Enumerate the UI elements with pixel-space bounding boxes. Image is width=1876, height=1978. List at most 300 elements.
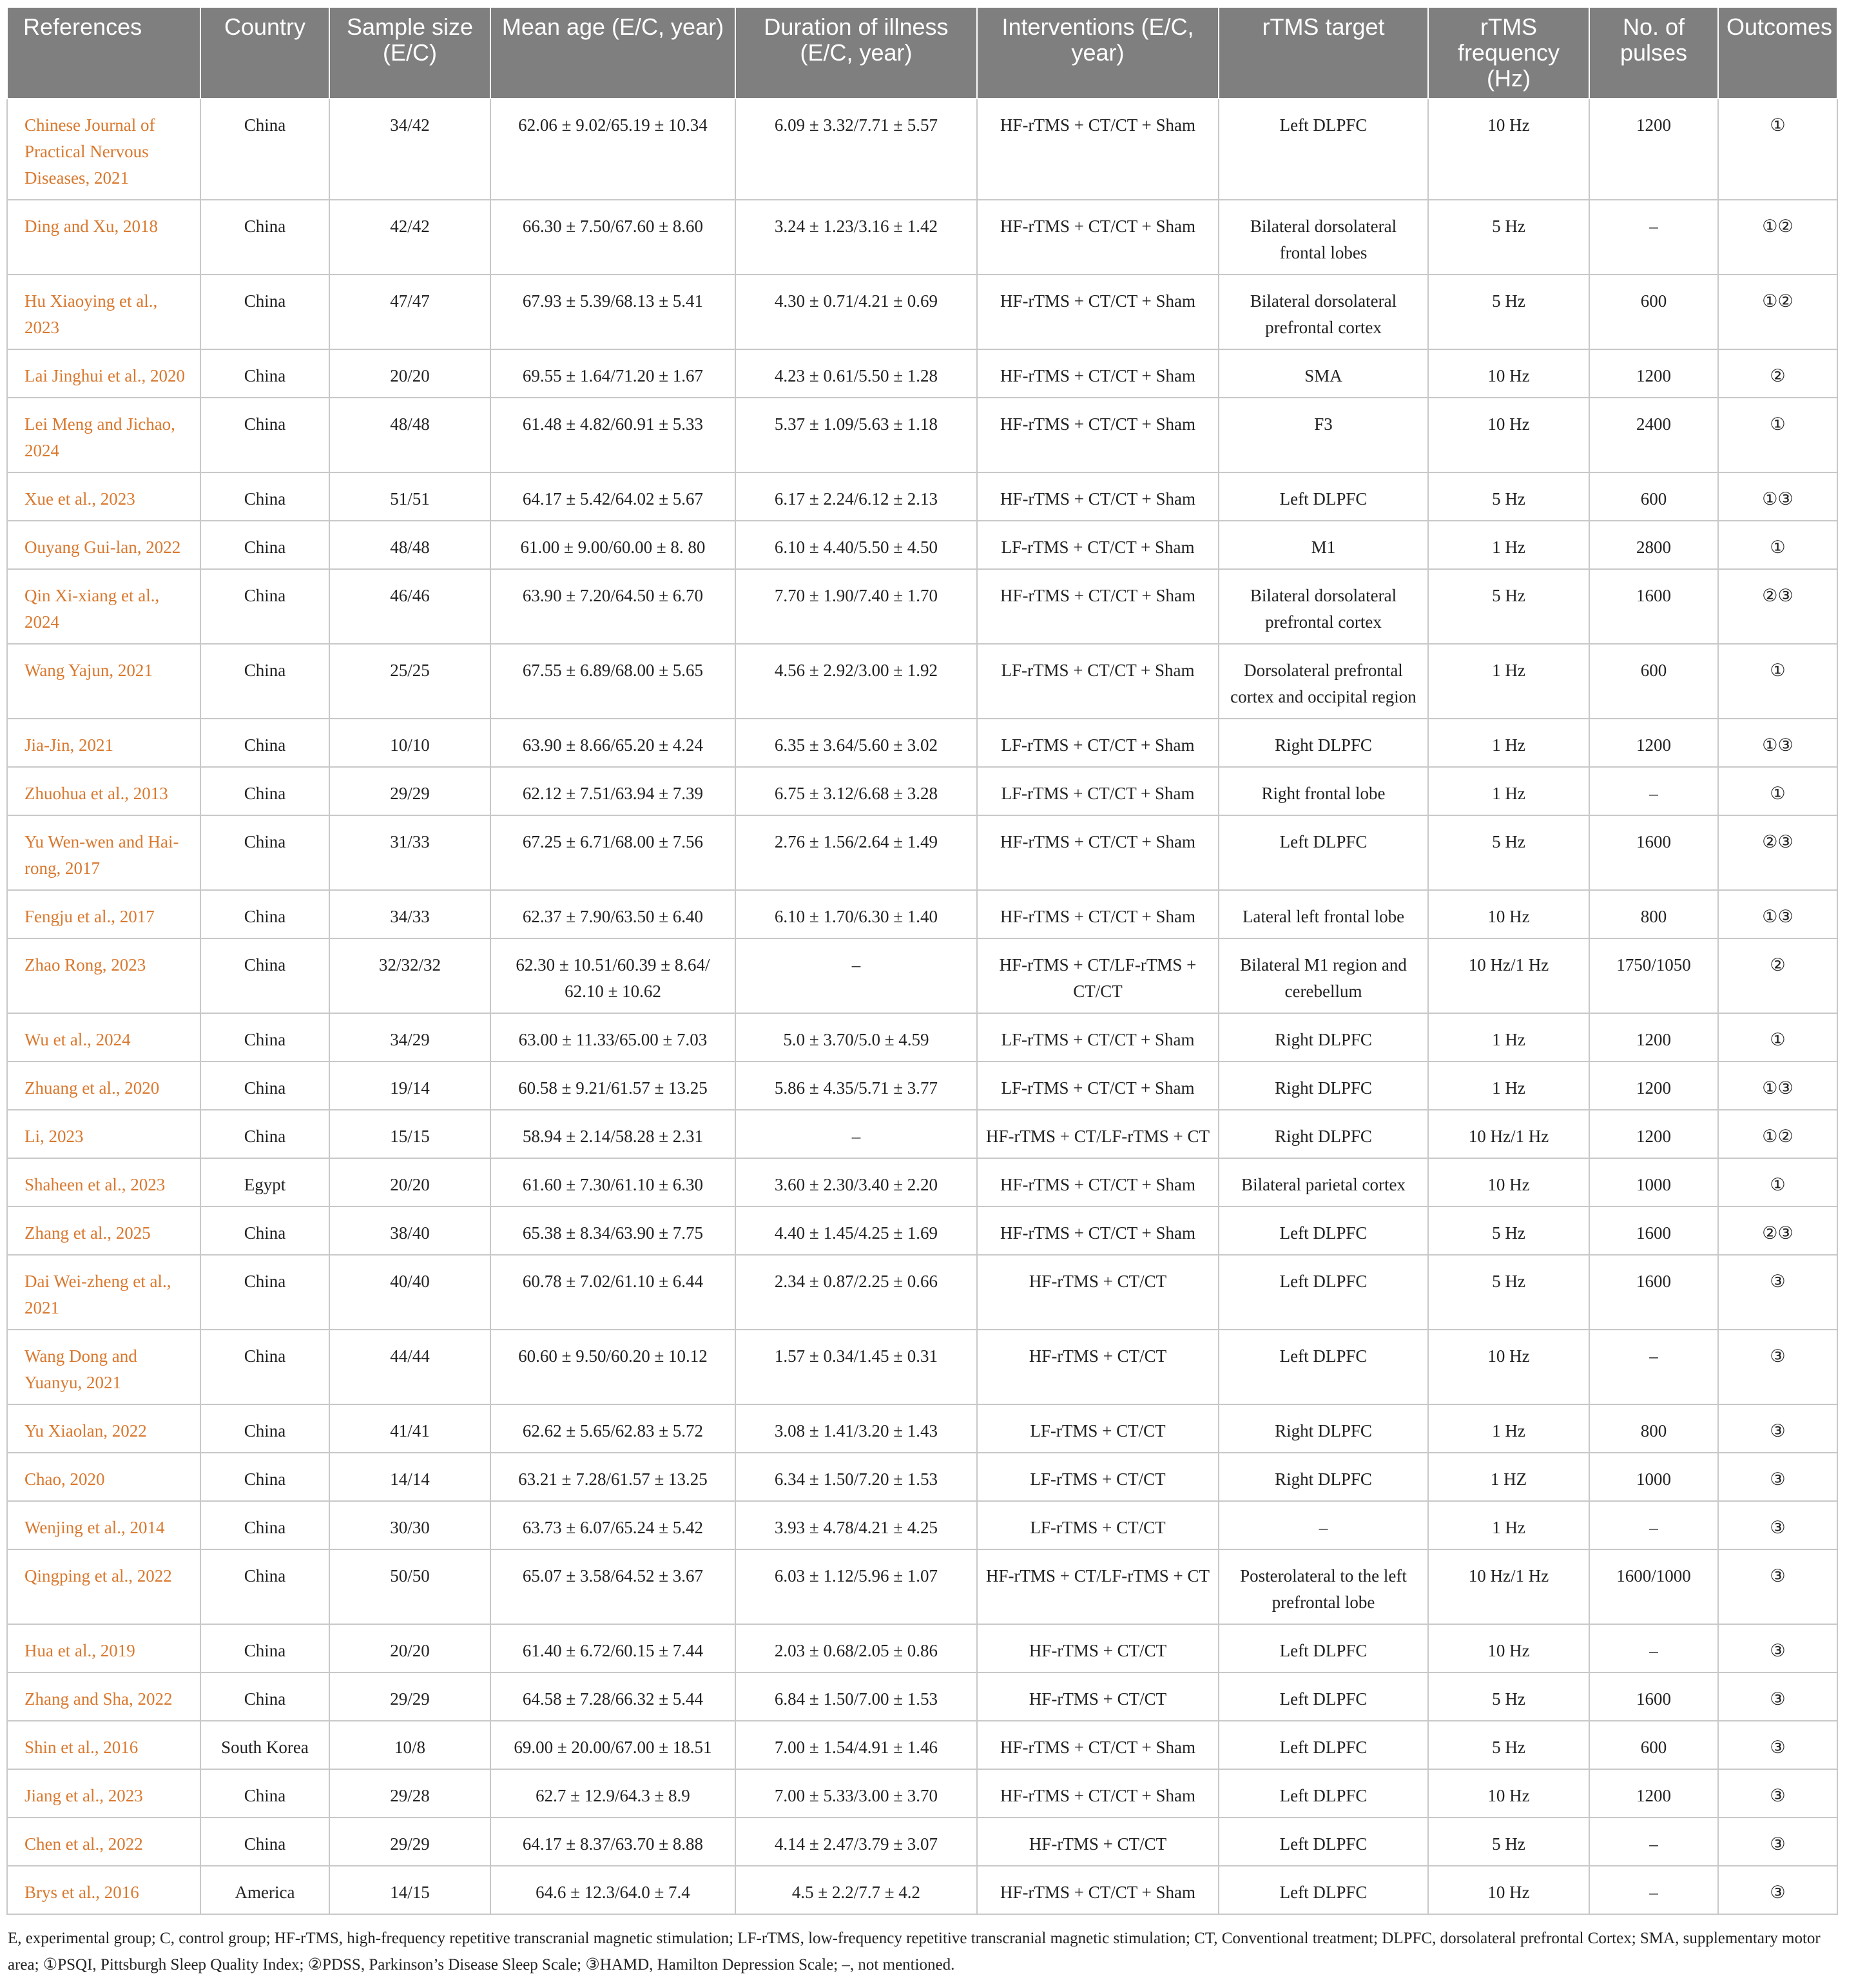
table-cell: 5.86 ± 4.35/5.71 ± 3.77 <box>735 1062 977 1110</box>
table-cell: China <box>200 938 329 1013</box>
table-cell: China <box>200 521 329 569</box>
table-cell: China <box>200 767 329 815</box>
table-cell: Left DLPFC <box>1219 1255 1428 1330</box>
table-cell: 63.73 ± 6.07/65.24 ± 5.42 <box>490 1501 735 1549</box>
reference-link[interactable]: Lai Jinghui et al., 2020 <box>7 349 200 398</box>
document <box>6 6 1837 1978</box>
reference-link[interactable]: Zhang and Sha, 2022 <box>7 1673 200 1721</box>
table-cell: 61.60 ± 7.30/61.10 ± 6.30 <box>490 1158 735 1207</box>
table-cell: 6.10 ± 1.70/6.30 ± 1.40 <box>735 890 977 938</box>
table-cell: ① <box>1718 521 1837 569</box>
table-cell: 800 <box>1589 1404 1718 1453</box>
table-cell: ③ <box>1718 1404 1837 1453</box>
table-cell: China <box>200 1624 329 1673</box>
table-cell: 67.93 ± 5.39/68.13 ± 5.41 <box>490 275 735 349</box>
table-cell: – <box>1589 1866 1718 1914</box>
table-cell: 2.03 ± 0.68/2.05 ± 0.86 <box>735 1624 977 1673</box>
table-cell: 6.09 ± 3.32/7.71 ± 5.57 <box>735 99 977 200</box>
table-cell: Dorsolateral prefrontal cortex and occipital region <box>1219 644 1428 719</box>
col-header: Interventions (E/C, year) <box>977 7 1219 99</box>
col-header: rTMS target <box>1219 7 1428 99</box>
table-cell: 1 Hz <box>1428 644 1589 719</box>
table-row <box>7 1330 1837 1404</box>
table-cell: 1600 <box>1589 1673 1718 1721</box>
reference-link[interactable]: Zhuang et al., 2020 <box>7 1062 200 1110</box>
table-row <box>7 644 1837 719</box>
table-cell: 10 Hz <box>1428 890 1589 938</box>
table-cell: Lateral left frontal lobe <box>1219 890 1428 938</box>
table-cell: HF-rTMS + CT/CT + Sham <box>977 1158 1219 1207</box>
reference-link[interactable]: Shin et al., 2016 <box>7 1721 200 1769</box>
reference-link[interactable]: Wang Yajun, 2021 <box>7 644 200 719</box>
table-cell: China <box>200 275 329 349</box>
col-header: Sample size (E/C) <box>329 7 490 99</box>
reference-link[interactable]: Chinese Journal of Practical Nervous Diseases, 2021 <box>7 99 200 200</box>
table-cell: 62.7 ± 12.9/64.3 ± 8.9 <box>490 1769 735 1818</box>
table-row <box>7 99 1837 200</box>
table-cell: HF-rTMS + CT/CT + Sham <box>977 569 1219 644</box>
table-body <box>7 99 1837 1914</box>
reference-link[interactable]: Zhuohua et al., 2013 <box>7 767 200 815</box>
table-cell: 47/47 <box>329 275 490 349</box>
table-cell: Bilateral dorsolateral frontal lobes <box>1219 200 1428 275</box>
table-cell: China <box>200 1404 329 1453</box>
table-cell: 10 Hz/1 Hz <box>1428 1549 1589 1624</box>
table-cell: ①③ <box>1718 719 1837 767</box>
table-cell: ①② <box>1718 200 1837 275</box>
table-cell: Right DLPFC <box>1219 1013 1428 1062</box>
table-cell: 10 Hz <box>1428 349 1589 398</box>
table-cell: 64.17 ± 8.37/63.70 ± 8.88 <box>490 1818 735 1866</box>
table-cell: Bilateral M1 region and cerebellum <box>1219 938 1428 1013</box>
table-cell: 7.00 ± 5.33/3.00 ± 3.70 <box>735 1769 977 1818</box>
table-cell: HF-rTMS + CT/CT + Sham <box>977 99 1219 200</box>
table-cell: 46/46 <box>329 569 490 644</box>
table-cell: 1 Hz <box>1428 521 1589 569</box>
table-cell: 1600 <box>1589 1207 1718 1255</box>
table-row <box>7 1158 1837 1207</box>
table-cell: 600 <box>1589 472 1718 521</box>
table-cell: 4.14 ± 2.47/3.79 ± 3.07 <box>735 1818 977 1866</box>
table-cell: 62.30 ± 10.51/60.39 ± 8.64/ 62.10 ± 10.62 <box>490 938 735 1013</box>
table-cell: 10 Hz <box>1428 1158 1589 1207</box>
reference-link[interactable]: Zhang et al., 2025 <box>7 1207 200 1255</box>
table-cell: 10 Hz <box>1428 1866 1589 1914</box>
table-cell: China <box>200 200 329 275</box>
table-cell: 1200 <box>1589 1110 1718 1158</box>
table-cell: 10 Hz <box>1428 1330 1589 1404</box>
table-cell: 10 Hz <box>1428 1769 1589 1818</box>
table-row <box>7 1013 1837 1062</box>
table-cell: 69.00 ± 20.00/67.00 ± 18.51 <box>490 1721 735 1769</box>
col-header: No. of pulses <box>1589 7 1718 99</box>
table-cell: China <box>200 1110 329 1158</box>
table-cell: Posterolateral to the left prefrontal lobe <box>1219 1549 1428 1624</box>
table-cell: China <box>200 1207 329 1255</box>
reference-link[interactable]: Wang Dong and Yuanyu, 2021 <box>7 1330 200 1404</box>
table-cell: 1000 <box>1589 1453 1718 1501</box>
table-cell: HF-rTMS + CT/LF-rTMS + CT <box>977 1549 1219 1624</box>
table-cell: Left DLPFC <box>1219 1207 1428 1255</box>
table-cell: 61.48 ± 4.82/60.91 ± 5.33 <box>490 398 735 472</box>
table-cell: – <box>1589 1330 1718 1404</box>
table-cell: 48/48 <box>329 521 490 569</box>
table-cell: 20/20 <box>329 349 490 398</box>
table-cell: 58.94 ± 2.14/58.28 ± 2.31 <box>490 1110 735 1158</box>
table-cell: 5 Hz <box>1428 1207 1589 1255</box>
table-cell: 6.35 ± 3.64/5.60 ± 3.02 <box>735 719 977 767</box>
table-cell: ③ <box>1718 1818 1837 1866</box>
table-row <box>7 1207 1837 1255</box>
table-cell: LF-rTMS + CT/CT <box>977 1501 1219 1549</box>
table-cell: 64.58 ± 7.28/66.32 ± 5.44 <box>490 1673 735 1721</box>
table-cell: – <box>735 938 977 1013</box>
reference-link[interactable]: Shaheen et al., 2023 <box>7 1158 200 1207</box>
table-cell: LF-rTMS + CT/CT <box>977 1404 1219 1453</box>
table-cell: China <box>200 644 329 719</box>
table-cell: 1200 <box>1589 99 1718 200</box>
table-cell: Right DLPFC <box>1219 719 1428 767</box>
table-cell: HF-rTMS + CT/CT + Sham <box>977 1866 1219 1914</box>
table-cell: 1600 <box>1589 569 1718 644</box>
table-cell: China <box>200 890 329 938</box>
table-cell: 5 Hz <box>1428 815 1589 890</box>
reference-link[interactable]: Ouyang Gui-lan, 2022 <box>7 521 200 569</box>
table-cell: 5.37 ± 1.09/5.63 ± 1.18 <box>735 398 977 472</box>
table-cell: 10/10 <box>329 719 490 767</box>
table-cell: 14/15 <box>329 1866 490 1914</box>
table-cell: HF-rTMS + CT/CT + Sham <box>977 349 1219 398</box>
table-cell: 1 HZ <box>1428 1453 1589 1501</box>
table-cell: ③ <box>1718 1453 1837 1501</box>
table-cell: 62.12 ± 7.51/63.94 ± 7.39 <box>490 767 735 815</box>
table-cell: 4.5 ± 2.2/7.7 ± 4.2 <box>735 1866 977 1914</box>
table-cell: HF-rTMS + CT/CT + Sham <box>977 1207 1219 1255</box>
table-cell: China <box>200 569 329 644</box>
table-cell: Bilateral dorsolateral prefrontal cortex <box>1219 569 1428 644</box>
table-cell: Right DLPFC <box>1219 1110 1428 1158</box>
table-row <box>7 1673 1837 1721</box>
reference-link[interactable]: Brys et al., 2016 <box>7 1866 200 1914</box>
table-cell: 7.00 ± 1.54/4.91 ± 1.46 <box>735 1721 977 1769</box>
col-header: Duration of illness (E/C, year) <box>735 7 977 99</box>
table-cell: 62.62 ± 5.65/62.83 ± 5.72 <box>490 1404 735 1453</box>
reference-link[interactable]: Li, 2023 <box>7 1110 200 1158</box>
table-cell: 1200 <box>1589 349 1718 398</box>
table-cell: 25/25 <box>329 644 490 719</box>
table-cell: – <box>1589 1624 1718 1673</box>
table-cell: 6.75 ± 3.12/6.68 ± 3.28 <box>735 767 977 815</box>
table-row <box>7 1501 1837 1549</box>
studies-table <box>6 6 1838 1915</box>
table-cell: 4.40 ± 1.45/4.25 ± 1.69 <box>735 1207 977 1255</box>
table-cell: 5 Hz <box>1428 472 1589 521</box>
table-row <box>7 1453 1837 1501</box>
reference-link[interactable]: Lei Meng and Jichao, 2024 <box>7 398 200 472</box>
table-cell: 600 <box>1589 1721 1718 1769</box>
reference-link[interactable]: Fengju et al., 2017 <box>7 890 200 938</box>
table-cell: 1600 <box>1589 1255 1718 1330</box>
reference-link[interactable]: Jia-Jin, 2021 <box>7 719 200 767</box>
table-cell: China <box>200 1453 329 1501</box>
table-cell: SMA <box>1219 349 1428 398</box>
table-cell: China <box>200 1673 329 1721</box>
reference-link[interactable]: Wenjing et al., 2014 <box>7 1501 200 1549</box>
table-cell: Bilateral dorsolateral prefrontal cortex <box>1219 275 1428 349</box>
table-cell: ① <box>1718 398 1837 472</box>
table-cell: 1 Hz <box>1428 719 1589 767</box>
table-row <box>7 521 1837 569</box>
col-header: Mean age (E/C, year) <box>490 7 735 99</box>
col-header: Country <box>200 7 329 99</box>
table-cell: ②③ <box>1718 1207 1837 1255</box>
table-cell: 30/30 <box>329 1501 490 1549</box>
table-row <box>7 200 1837 275</box>
table-cell: 63.21 ± 7.28/61.57 ± 13.25 <box>490 1453 735 1501</box>
table-cell: HF-rTMS + CT/CT <box>977 1255 1219 1330</box>
table-cell: 3.93 ± 4.78/4.21 ± 4.25 <box>735 1501 977 1549</box>
table-cell: 34/29 <box>329 1013 490 1062</box>
table-cell: 34/42 <box>329 99 490 200</box>
table-cell: HF-rTMS + CT/LF-rTMS + CT/CT <box>977 938 1219 1013</box>
table-row <box>7 1062 1837 1110</box>
table-cell: China <box>200 1013 329 1062</box>
table-cell: 7.70 ± 1.90/7.40 ± 1.70 <box>735 569 977 644</box>
table-cell: 29/28 <box>329 1769 490 1818</box>
table-cell: 6.03 ± 1.12/5.96 ± 1.07 <box>735 1549 977 1624</box>
table-row <box>7 767 1837 815</box>
table-cell: China <box>200 1330 329 1404</box>
table-cell: China <box>200 472 329 521</box>
table-cell: 64.6 ± 12.3/64.0 ± 7.4 <box>490 1866 735 1914</box>
reference-link[interactable]: Ding and Xu, 2018 <box>7 200 200 275</box>
table-row <box>7 1721 1837 1769</box>
table-cell: 1.57 ± 0.34/1.45 ± 0.31 <box>735 1330 977 1404</box>
table-row <box>7 1866 1837 1914</box>
table-cell: 41/41 <box>329 1404 490 1453</box>
table-cell: 4.30 ± 0.71/4.21 ± 0.69 <box>735 275 977 349</box>
table-cell: – <box>1589 767 1718 815</box>
table-cell: 800 <box>1589 890 1718 938</box>
table-cell: ③ <box>1718 1866 1837 1914</box>
table-cell: Egypt <box>200 1158 329 1207</box>
table-cell: Right frontal lobe <box>1219 767 1428 815</box>
table-cell: 1 Hz <box>1428 1013 1589 1062</box>
table-cell: 69.55 ± 1.64/71.20 ± 1.67 <box>490 349 735 398</box>
table-cell: Left DLPFC <box>1219 1769 1428 1818</box>
table-row <box>7 472 1837 521</box>
table-cell: – <box>1589 1818 1718 1866</box>
table-cell: Left DLPFC <box>1219 1673 1428 1721</box>
table-cell: 5 Hz <box>1428 275 1589 349</box>
table-row <box>7 1549 1837 1624</box>
table-cell: 63.90 ± 7.20/64.50 ± 6.70 <box>490 569 735 644</box>
table-cell: HF-rTMS + CT/CT + Sham <box>977 275 1219 349</box>
table-cell: 3.24 ± 1.23/3.16 ± 1.42 <box>735 200 977 275</box>
table-cell: 1750/1050 <box>1589 938 1718 1013</box>
table-cell: ② <box>1718 938 1837 1013</box>
table-cell: LF-rTMS + CT/CT + Sham <box>977 767 1219 815</box>
table-cell: LF-rTMS + CT/CT + Sham <box>977 644 1219 719</box>
table-cell: LF-rTMS + CT/CT + Sham <box>977 1013 1219 1062</box>
table-cell: HF-rTMS + CT/LF-rTMS + CT <box>977 1110 1219 1158</box>
table-cell: Left DLPFC <box>1219 1866 1428 1914</box>
table-cell: Left DLPFC <box>1219 1330 1428 1404</box>
table-cell: China <box>200 99 329 200</box>
table-cell: 1200 <box>1589 719 1718 767</box>
table-cell: HF-rTMS + CT/CT + Sham <box>977 398 1219 472</box>
reference-link[interactable]: Chen et al., 2022 <box>7 1818 200 1866</box>
table-cell: China <box>200 815 329 890</box>
table-cell: 1000 <box>1589 1158 1718 1207</box>
table-row <box>7 1624 1837 1673</box>
table-cell: ①② <box>1718 1110 1837 1158</box>
table-cell: South Korea <box>200 1721 329 1769</box>
reference-link[interactable]: Qingping et al., 2022 <box>7 1549 200 1624</box>
table-cell: ① <box>1718 1158 1837 1207</box>
reference-link[interactable]: Yu Wen-wen and Hai-rong, 2017 <box>7 815 200 890</box>
table-cell: 31/33 <box>329 815 490 890</box>
table-cell: China <box>200 1062 329 1110</box>
table-row <box>7 1404 1837 1453</box>
table-cell: Right DLPFC <box>1219 1453 1428 1501</box>
table-cell: 1200 <box>1589 1013 1718 1062</box>
reference-link[interactable]: Zhao Rong, 2023 <box>7 938 200 1013</box>
table-cell: ② <box>1718 349 1837 398</box>
table-cell: 51/51 <box>329 472 490 521</box>
col-header: rTMS frequency (Hz) <box>1428 7 1589 99</box>
reference-link[interactable]: Hua et al., 2019 <box>7 1624 200 1673</box>
reference-link[interactable]: Yu Xiaolan, 2022 <box>7 1404 200 1453</box>
table-cell: China <box>200 1501 329 1549</box>
table-cell: 10/8 <box>329 1721 490 1769</box>
table-cell: 10 Hz/1 Hz <box>1428 1110 1589 1158</box>
table-cell: LF-rTMS + CT/CT + Sham <box>977 521 1219 569</box>
table-cell: 67.55 ± 6.89/68.00 ± 5.65 <box>490 644 735 719</box>
table-cell: 10 Hz <box>1428 398 1589 472</box>
table-cell: ③ <box>1718 1330 1837 1404</box>
table-cell: HF-rTMS + CT/CT + Sham <box>977 1769 1219 1818</box>
table-cell: ①③ <box>1718 1062 1837 1110</box>
table-cell: – <box>1219 1501 1428 1549</box>
table-cell: Left DLPFC <box>1219 472 1428 521</box>
table-row <box>7 1110 1837 1158</box>
table-cell: ① <box>1718 767 1837 815</box>
table-cell: ① <box>1718 1013 1837 1062</box>
table-row <box>7 1255 1837 1330</box>
table-cell: ③ <box>1718 1549 1837 1624</box>
reference-link[interactable]: Qin Xi-xiang et al., 2024 <box>7 569 200 644</box>
table-cell: 1 Hz <box>1428 767 1589 815</box>
table-cell: ③ <box>1718 1673 1837 1721</box>
table-cell: 65.38 ± 8.34/63.90 ± 7.75 <box>490 1207 735 1255</box>
table-cell: 4.23 ± 0.61/5.50 ± 1.28 <box>735 349 977 398</box>
table-row <box>7 398 1837 472</box>
table-cell: Left DLPFC <box>1219 99 1428 200</box>
table-cell: 5 Hz <box>1428 1818 1589 1866</box>
table-cell: HF-rTMS + CT/CT <box>977 1673 1219 1721</box>
table-cell: ②③ <box>1718 815 1837 890</box>
table-cell: 5 Hz <box>1428 200 1589 275</box>
table-cell: LF-rTMS + CT/CT + Sham <box>977 1062 1219 1110</box>
table-cell: ① <box>1718 99 1837 200</box>
table-cell: 61.00 ± 9.00/60.00 ± 8. 80 <box>490 521 735 569</box>
table-cell: HF-rTMS + CT/CT + Sham <box>977 1721 1219 1769</box>
table-cell: 48/48 <box>329 398 490 472</box>
table-cell: 42/42 <box>329 200 490 275</box>
table-cell: 29/29 <box>329 1818 490 1866</box>
reference-link[interactable]: Dai Wei-zheng et al., 2021 <box>7 1255 200 1330</box>
table-cell: – <box>1589 1501 1718 1549</box>
table-cell: 6.34 ± 1.50/7.20 ± 1.53 <box>735 1453 977 1501</box>
reference-link[interactable]: Xue et al., 2023 <box>7 472 200 521</box>
table-row <box>7 938 1837 1013</box>
table-cell: 60.78 ± 7.02/61.10 ± 6.44 <box>490 1255 735 1330</box>
reference-link[interactable]: Hu Xiaoying et al., 2023 <box>7 275 200 349</box>
table-cell: 3.08 ± 1.41/3.20 ± 1.43 <box>735 1404 977 1453</box>
table-cell: 20/20 <box>329 1624 490 1673</box>
table-cell: 14/14 <box>329 1453 490 1501</box>
table-cell: 29/29 <box>329 767 490 815</box>
table-cell: 1200 <box>1589 1062 1718 1110</box>
table-cell: Left DLPFC <box>1219 815 1428 890</box>
table-cell: 63.00 ± 11.33/65.00 ± 7.03 <box>490 1013 735 1062</box>
table-cell: 2.34 ± 0.87/2.25 ± 0.66 <box>735 1255 977 1330</box>
table-cell: 1600 <box>1589 815 1718 890</box>
table-cell: 66.30 ± 7.50/67.60 ± 8.60 <box>490 200 735 275</box>
table-row <box>7 719 1837 767</box>
table-cell: 19/14 <box>329 1062 490 1110</box>
table-cell: 4.56 ± 2.92/3.00 ± 1.92 <box>735 644 977 719</box>
table-cell: China <box>200 1255 329 1330</box>
table-cell: 5 Hz <box>1428 1255 1589 1330</box>
table-cell: China <box>200 1769 329 1818</box>
table-cell: 1 Hz <box>1428 1062 1589 1110</box>
table-cell: 600 <box>1589 644 1718 719</box>
table-cell: ③ <box>1718 1624 1837 1673</box>
table-row <box>7 275 1837 349</box>
table-cell: 1200 <box>1589 1769 1718 1818</box>
table-cell: HF-rTMS + CT/CT <box>977 1624 1219 1673</box>
table-row <box>7 815 1837 890</box>
table-cell: ③ <box>1718 1769 1837 1818</box>
table-cell: – <box>1589 200 1718 275</box>
table-cell: 40/40 <box>329 1255 490 1330</box>
table-cell: 64.17 ± 5.42/64.02 ± 5.67 <box>490 472 735 521</box>
table-cell: 5.0 ± 3.70/5.0 ± 4.59 <box>735 1013 977 1062</box>
table-cell: 2800 <box>1589 521 1718 569</box>
table-cell: 20/20 <box>329 1158 490 1207</box>
table-cell: 32/32/32 <box>329 938 490 1013</box>
table-cell: 1 Hz <box>1428 1404 1589 1453</box>
table-cell: 2.76 ± 1.56/2.64 ± 1.49 <box>735 815 977 890</box>
reference-link[interactable]: Wu et al., 2024 <box>7 1013 200 1062</box>
table-cell: Right DLPFC <box>1219 1404 1428 1453</box>
table-cell: 62.06 ± 9.02/65.19 ± 10.34 <box>490 99 735 200</box>
table-cell: Left DLPFC <box>1219 1721 1428 1769</box>
reference-link[interactable]: Chao, 2020 <box>7 1453 200 1501</box>
table-row <box>7 569 1837 644</box>
table-cell: China <box>200 719 329 767</box>
table-row <box>7 890 1837 938</box>
table-cell: China <box>200 1818 329 1866</box>
table-cell: ③ <box>1718 1721 1837 1769</box>
reference-link[interactable]: Jiang et al., 2023 <box>7 1769 200 1818</box>
col-header: Outcomes <box>1718 7 1837 99</box>
table-cell: ②③ <box>1718 569 1837 644</box>
table-cell: HF-rTMS + CT/CT <box>977 1818 1219 1866</box>
table-cell: HF-rTMS + CT/CT + Sham <box>977 815 1219 890</box>
